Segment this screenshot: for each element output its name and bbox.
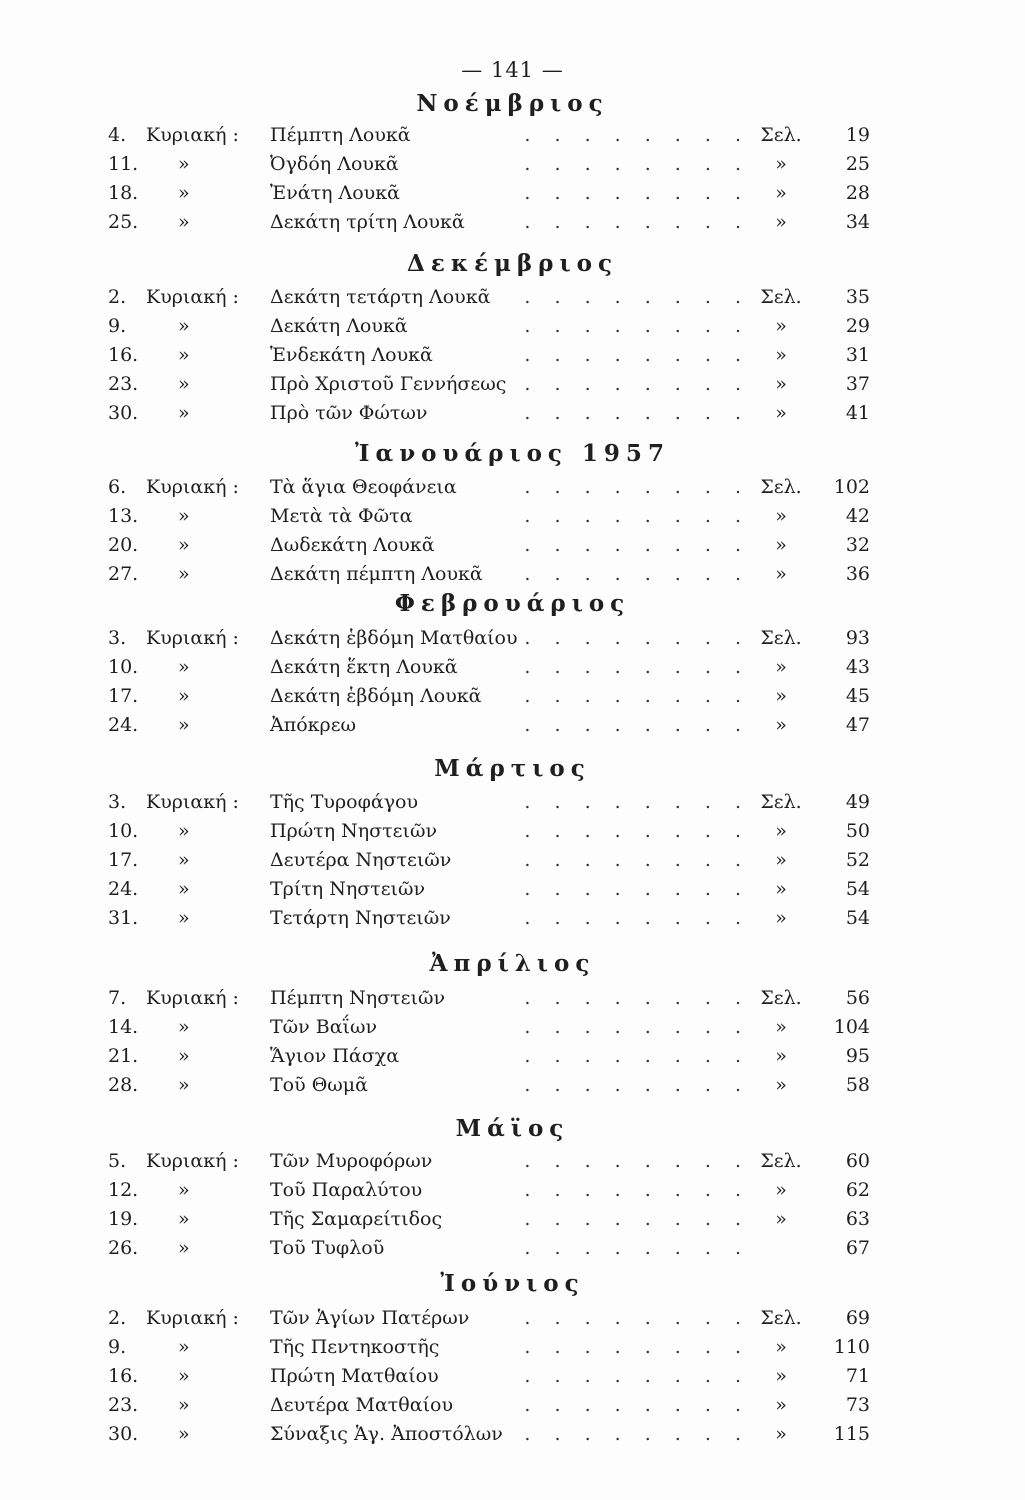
entry-page: 34 bbox=[845, 211, 870, 233]
list-item bbox=[0, 787, 1025, 817]
entry-page: 50 bbox=[845, 820, 870, 842]
entry-day: » bbox=[178, 315, 190, 337]
leader-dots: . . . . . . . . bbox=[524, 402, 750, 424]
page-abbrev: » bbox=[775, 1365, 787, 1387]
entry-day: » bbox=[178, 1423, 190, 1445]
list-item bbox=[0, 1204, 1025, 1234]
month-heading: Ἰανουάριος 1957 bbox=[355, 440, 670, 467]
entry-date: 13. bbox=[108, 505, 139, 527]
page-abbrev: » bbox=[775, 344, 787, 366]
page-abbrev: » bbox=[775, 1208, 787, 1230]
list-item bbox=[0, 120, 1025, 150]
entry-date: 20. bbox=[108, 534, 139, 556]
entry-date: 10. bbox=[108, 656, 139, 678]
entry-page: 42 bbox=[845, 505, 870, 527]
entry-page: 35 bbox=[845, 286, 870, 308]
leader-dots: . . . . . . . . bbox=[524, 1237, 750, 1259]
page-abbrev: » bbox=[775, 1336, 787, 1358]
entry-page: 95 bbox=[845, 1045, 870, 1067]
entry-page: 73 bbox=[845, 1394, 870, 1416]
list-item bbox=[0, 623, 1025, 653]
page-abbrev: Σελ. bbox=[760, 791, 802, 813]
list-item bbox=[0, 282, 1025, 312]
page-abbrev: » bbox=[775, 714, 787, 736]
leader-dots: . . . . . . . . bbox=[524, 505, 750, 527]
entry-title: Τῆς Σαμαρείτιδος bbox=[270, 1208, 443, 1230]
entry-date: 26. bbox=[108, 1237, 139, 1259]
entry-page: 25 bbox=[845, 153, 870, 175]
list-item bbox=[0, 178, 1025, 208]
entry-date: 30. bbox=[108, 402, 139, 424]
entry-day: Κυριακή : bbox=[146, 627, 239, 649]
entry-page: 29 bbox=[845, 315, 870, 337]
entry-page: 110 bbox=[833, 1336, 870, 1358]
entry-title: Δεκάτη πέμπτη Λουκᾶ bbox=[270, 563, 483, 585]
entry-page: 31 bbox=[845, 344, 870, 366]
leader-dots: . . . . . . . . bbox=[524, 1179, 750, 1201]
entry-day: » bbox=[178, 685, 190, 707]
page-abbrev: » bbox=[775, 1394, 787, 1416]
list-item bbox=[0, 398, 1025, 428]
list-item bbox=[0, 1012, 1025, 1042]
entry-title: Δωδεκάτη Λουκᾶ bbox=[270, 534, 435, 556]
entry-day: » bbox=[178, 1365, 190, 1387]
entry-date: 2. bbox=[108, 1307, 127, 1329]
entry-title: Ὀγδόη Λουκᾶ bbox=[270, 153, 399, 175]
entry-day: » bbox=[178, 373, 190, 395]
entry-title: Τῶν Μυροφόρων bbox=[270, 1150, 433, 1172]
list-item bbox=[0, 1233, 1025, 1263]
page-abbrev: » bbox=[775, 182, 787, 204]
entry-day: » bbox=[178, 1394, 190, 1416]
entry-date: 14. bbox=[108, 1016, 139, 1038]
month-heading: Δεκέμβριος bbox=[407, 250, 618, 277]
entry-date: 6. bbox=[108, 476, 127, 498]
entry-date: 17. bbox=[108, 849, 139, 871]
list-item bbox=[0, 1390, 1025, 1420]
entry-page: 52 bbox=[845, 849, 870, 871]
page-number: — 141 — bbox=[461, 58, 564, 82]
entry-date: 21. bbox=[108, 1045, 139, 1067]
entry-day: » bbox=[178, 534, 190, 556]
entry-day: » bbox=[178, 563, 190, 585]
month-heading: Μάϊος bbox=[455, 1115, 570, 1142]
entry-title: Τὰ ἅγια Θεοφάνεια bbox=[270, 476, 457, 498]
leader-dots: . . . . . . . . bbox=[524, 791, 750, 813]
leader-dots: . . . . . . . . bbox=[524, 1365, 750, 1387]
entry-day: » bbox=[178, 1179, 190, 1201]
entry-page: 28 bbox=[845, 182, 870, 204]
entry-title: Τῶν Ἁγίων Πατέρων bbox=[270, 1307, 470, 1329]
entry-date: 28. bbox=[108, 1074, 139, 1096]
entry-day: » bbox=[178, 1237, 190, 1259]
list-item bbox=[0, 369, 1025, 399]
entry-page: 104 bbox=[833, 1016, 870, 1038]
entry-date: 31. bbox=[108, 907, 139, 929]
entry-title: Τῆς Τυροφάγου bbox=[270, 791, 419, 813]
leader-dots: . . . . . . . . bbox=[524, 714, 750, 736]
entry-title: Πέμπτη Λουκᾶ bbox=[270, 124, 411, 146]
month-heading: Φεβρουάριος bbox=[394, 590, 631, 617]
leader-dots: . . . . . . . . bbox=[524, 878, 750, 900]
page-abbrev: » bbox=[775, 505, 787, 527]
entry-day: » bbox=[178, 878, 190, 900]
entry-title: Ἅγιον Πάσχα bbox=[270, 1045, 400, 1067]
entry-page: 62 bbox=[845, 1179, 870, 1201]
entry-day: » bbox=[178, 1336, 190, 1358]
leader-dots: . . . . . . . . bbox=[524, 476, 750, 498]
entry-day: » bbox=[178, 182, 190, 204]
entry-page: 41 bbox=[845, 402, 870, 424]
entry-day: Κυριακή : bbox=[146, 286, 239, 308]
month-heading: Ἀπρίλιος bbox=[429, 950, 596, 977]
entry-day: » bbox=[178, 1208, 190, 1230]
page-abbrev: » bbox=[775, 656, 787, 678]
leader-dots: . . . . . . . . bbox=[524, 315, 750, 337]
entry-title: Πέμπτη Νηστειῶν bbox=[270, 987, 446, 1009]
entry-date: 25. bbox=[108, 211, 139, 233]
leader-dots: . . . . . . . . bbox=[524, 344, 750, 366]
leader-dots: . . . . . . . . bbox=[524, 1208, 750, 1230]
page-abbrev: Σελ. bbox=[760, 286, 802, 308]
page-abbrev: » bbox=[775, 153, 787, 175]
entry-title: Δεκάτη Λουκᾶ bbox=[270, 315, 408, 337]
page-abbrev: » bbox=[775, 820, 787, 842]
list-item bbox=[0, 149, 1025, 179]
entry-date: 23. bbox=[108, 1394, 139, 1416]
entry-date: 17. bbox=[108, 685, 139, 707]
page-abbrev: Σελ. bbox=[760, 1150, 802, 1172]
entry-day: » bbox=[178, 344, 190, 366]
entry-page: 36 bbox=[845, 563, 870, 585]
entry-date: 7. bbox=[108, 987, 127, 1009]
leader-dots: . . . . . . . . bbox=[524, 987, 750, 1009]
entry-date: 12. bbox=[108, 1179, 139, 1201]
entry-page: 71 bbox=[845, 1365, 870, 1387]
entry-day: » bbox=[178, 505, 190, 527]
leader-dots: . . . . . . . . bbox=[524, 1307, 750, 1329]
list-item bbox=[0, 983, 1025, 1013]
entry-date: 19. bbox=[108, 1208, 139, 1230]
leader-dots: . . . . . . . . bbox=[524, 563, 750, 585]
list-item bbox=[0, 1041, 1025, 1071]
leader-dots: . . . . . . . . bbox=[524, 124, 750, 146]
list-item bbox=[0, 1419, 1025, 1449]
leader-dots: . . . . . . . . bbox=[524, 1016, 750, 1038]
entry-page: 102 bbox=[833, 476, 870, 498]
entry-day: » bbox=[178, 714, 190, 736]
entry-page: 93 bbox=[845, 627, 870, 649]
entry-title: Δεκάτη ἕκτη Λουκᾶ bbox=[270, 656, 458, 678]
entry-title: Σύναξις Ἁγ. Ἀποστόλων bbox=[270, 1423, 503, 1445]
list-item bbox=[0, 340, 1025, 370]
entry-title: Δεκάτη τετάρτη Λουκᾶ bbox=[270, 286, 491, 308]
page-abbrev: Σελ. bbox=[760, 627, 802, 649]
entry-day: Κυριακή : bbox=[146, 791, 239, 813]
page-abbrev: » bbox=[775, 1045, 787, 1067]
page-abbrev: » bbox=[775, 315, 787, 337]
list-item bbox=[0, 311, 1025, 341]
entry-title: Δευτέρα Ματθαίου bbox=[270, 1394, 454, 1416]
page-abbrev: » bbox=[775, 211, 787, 233]
entry-title: Ἐνάτη Λουκᾶ bbox=[270, 182, 400, 204]
entry-page: 19 bbox=[845, 124, 870, 146]
page-abbrev: » bbox=[775, 373, 787, 395]
leader-dots: . . . . . . . . bbox=[524, 1423, 750, 1445]
entry-date: 30. bbox=[108, 1423, 139, 1445]
list-item bbox=[0, 472, 1025, 502]
entry-date: 9. bbox=[108, 315, 127, 337]
entry-day: » bbox=[178, 1045, 190, 1067]
entry-page: 54 bbox=[845, 907, 870, 929]
entry-date: 23. bbox=[108, 373, 139, 395]
entry-title: Τετάρτη Νηστειῶν bbox=[270, 907, 451, 929]
entry-page: 69 bbox=[845, 1307, 870, 1329]
page-abbrev: » bbox=[775, 402, 787, 424]
list-item bbox=[0, 845, 1025, 875]
entry-date: 3. bbox=[108, 627, 127, 649]
entry-title: Δεκάτη ἑβδόμη Ματθαίου bbox=[270, 627, 518, 649]
leader-dots: . . . . . . . . bbox=[524, 685, 750, 707]
list-item bbox=[0, 559, 1025, 589]
leader-dots: . . . . . . . . bbox=[524, 627, 750, 649]
page-abbrev: » bbox=[775, 1074, 787, 1096]
entry-day: » bbox=[178, 1016, 190, 1038]
entry-date: 3. bbox=[108, 791, 127, 813]
page-abbrev: Σελ. bbox=[760, 124, 802, 146]
entry-date: 27. bbox=[108, 563, 139, 585]
entry-page: 63 bbox=[845, 1208, 870, 1230]
entry-title: Ἀπόκρεω bbox=[270, 714, 357, 736]
entry-date: 4. bbox=[108, 124, 127, 146]
entry-day: » bbox=[178, 820, 190, 842]
page-abbrev: » bbox=[775, 563, 787, 585]
entry-page: 45 bbox=[845, 685, 870, 707]
month-heading: Μάρτιος bbox=[434, 755, 591, 782]
entry-date: 11. bbox=[108, 153, 139, 175]
leader-dots: . . . . . . . . bbox=[524, 153, 750, 175]
list-item bbox=[0, 1332, 1025, 1362]
page-abbrev: » bbox=[775, 1179, 787, 1201]
leader-dots: . . . . . . . . bbox=[524, 1074, 750, 1096]
entry-date: 9. bbox=[108, 1336, 127, 1358]
entry-date: 16. bbox=[108, 344, 139, 366]
entry-title: Τῶν Βαΐων bbox=[270, 1016, 378, 1038]
entry-date: 10. bbox=[108, 820, 139, 842]
list-item bbox=[0, 1303, 1025, 1333]
leader-dots: . . . . . . . . bbox=[524, 534, 750, 556]
page-abbrev: » bbox=[775, 878, 787, 900]
entry-page: 54 bbox=[845, 878, 870, 900]
list-item bbox=[0, 903, 1025, 933]
entry-day: » bbox=[178, 153, 190, 175]
entry-title: Δευτέρα Νηστειῶν bbox=[270, 849, 452, 871]
page-abbrev: » bbox=[775, 1016, 787, 1038]
entry-title: Πρώτη Ματθαίου bbox=[270, 1365, 439, 1387]
entry-day: » bbox=[178, 849, 190, 871]
page-abbrev: » bbox=[775, 907, 787, 929]
leader-dots: . . . . . . . . bbox=[524, 1150, 750, 1172]
list-item bbox=[0, 1146, 1025, 1176]
page-abbrev: » bbox=[775, 534, 787, 556]
page-abbrev: Σελ. bbox=[760, 987, 802, 1009]
entry-page: 58 bbox=[845, 1074, 870, 1096]
page-abbrev: » bbox=[775, 849, 787, 871]
list-item bbox=[0, 816, 1025, 846]
entry-page: 56 bbox=[845, 987, 870, 1009]
entry-title: Μετὰ τὰ Φῶτα bbox=[270, 505, 413, 527]
entry-page: 49 bbox=[845, 791, 870, 813]
list-item bbox=[0, 207, 1025, 237]
list-item bbox=[0, 530, 1025, 560]
page-abbrev: » bbox=[775, 685, 787, 707]
entry-day: Κυριακή : bbox=[146, 124, 239, 146]
entry-title: Πρώτη Νηστειῶν bbox=[270, 820, 437, 842]
entry-title: Τῆς Πεντηκοστῆς bbox=[270, 1336, 440, 1358]
page-abbrev: Σελ. bbox=[760, 1307, 802, 1329]
entry-date: 5. bbox=[108, 1150, 127, 1172]
leader-dots: . . . . . . . . bbox=[524, 211, 750, 233]
entry-date: 2. bbox=[108, 286, 127, 308]
list-item bbox=[0, 1175, 1025, 1205]
list-item bbox=[0, 1361, 1025, 1391]
entry-date: 18. bbox=[108, 182, 139, 204]
entry-date: 24. bbox=[108, 878, 139, 900]
leader-dots: . . . . . . . . bbox=[524, 1394, 750, 1416]
leader-dots: . . . . . . . . bbox=[524, 907, 750, 929]
entry-day: » bbox=[178, 1074, 190, 1096]
leader-dots: . . . . . . . . bbox=[524, 820, 750, 842]
entry-page: 43 bbox=[845, 656, 870, 678]
list-item bbox=[0, 710, 1025, 740]
entry-title: Πρὸ τῶν Φώτων bbox=[270, 402, 428, 424]
page-abbrev: » bbox=[775, 1423, 787, 1445]
entry-title: Ἑνδεκάτη Λουκᾶ bbox=[270, 344, 433, 366]
entry-page: 67 bbox=[845, 1237, 870, 1259]
entry-title: Τοῦ Παραλύτου bbox=[270, 1179, 423, 1201]
entry-page: 47 bbox=[845, 714, 870, 736]
leader-dots: . . . . . . . . bbox=[524, 182, 750, 204]
leader-dots: . . . . . . . . bbox=[524, 656, 750, 678]
entry-title: Τρίτη Νηστειῶν bbox=[270, 878, 426, 900]
entry-day: Κυριακή : bbox=[146, 1150, 239, 1172]
entry-day: » bbox=[178, 211, 190, 233]
list-item bbox=[0, 681, 1025, 711]
entry-day: » bbox=[178, 907, 190, 929]
entry-date: 24. bbox=[108, 714, 139, 736]
leader-dots: . . . . . . . . bbox=[524, 849, 750, 871]
entry-title: Πρὸ Χριστοῦ Γεννήσεως bbox=[270, 373, 507, 395]
entry-day: Κυριακή : bbox=[146, 987, 239, 1009]
entry-page: 115 bbox=[833, 1423, 870, 1445]
entry-title: Τοῦ Θωμᾶ bbox=[270, 1074, 368, 1096]
entry-page: 60 bbox=[845, 1150, 870, 1172]
leader-dots: . . . . . . . . bbox=[524, 1045, 750, 1067]
list-item bbox=[0, 874, 1025, 904]
entry-date: 16. bbox=[108, 1365, 139, 1387]
entry-day: » bbox=[178, 402, 190, 424]
leader-dots: . . . . . . . . bbox=[524, 373, 750, 395]
leader-dots: . . . . . . . . bbox=[524, 1336, 750, 1358]
entry-day: Κυριακή : bbox=[146, 1307, 239, 1329]
entry-page: 37 bbox=[845, 373, 870, 395]
list-item bbox=[0, 652, 1025, 682]
entry-title: Δεκάτη τρίτη Λουκᾶ bbox=[270, 211, 465, 233]
list-item bbox=[0, 1070, 1025, 1100]
page-abbrev: Σελ. bbox=[760, 476, 802, 498]
entry-title: Τοῦ Τυφλοῦ bbox=[270, 1237, 385, 1259]
entry-day: Κυριακή : bbox=[146, 476, 239, 498]
list-item bbox=[0, 501, 1025, 531]
entry-day: » bbox=[178, 656, 190, 678]
leader-dots: . . . . . . . . bbox=[524, 286, 750, 308]
month-heading: Νοέμβριος bbox=[416, 90, 609, 117]
entry-page: 32 bbox=[845, 534, 870, 556]
entry-title: Δεκάτη ἑβδόμη Λουκᾶ bbox=[270, 685, 482, 707]
month-heading: Ἰούνιος bbox=[440, 1270, 585, 1297]
